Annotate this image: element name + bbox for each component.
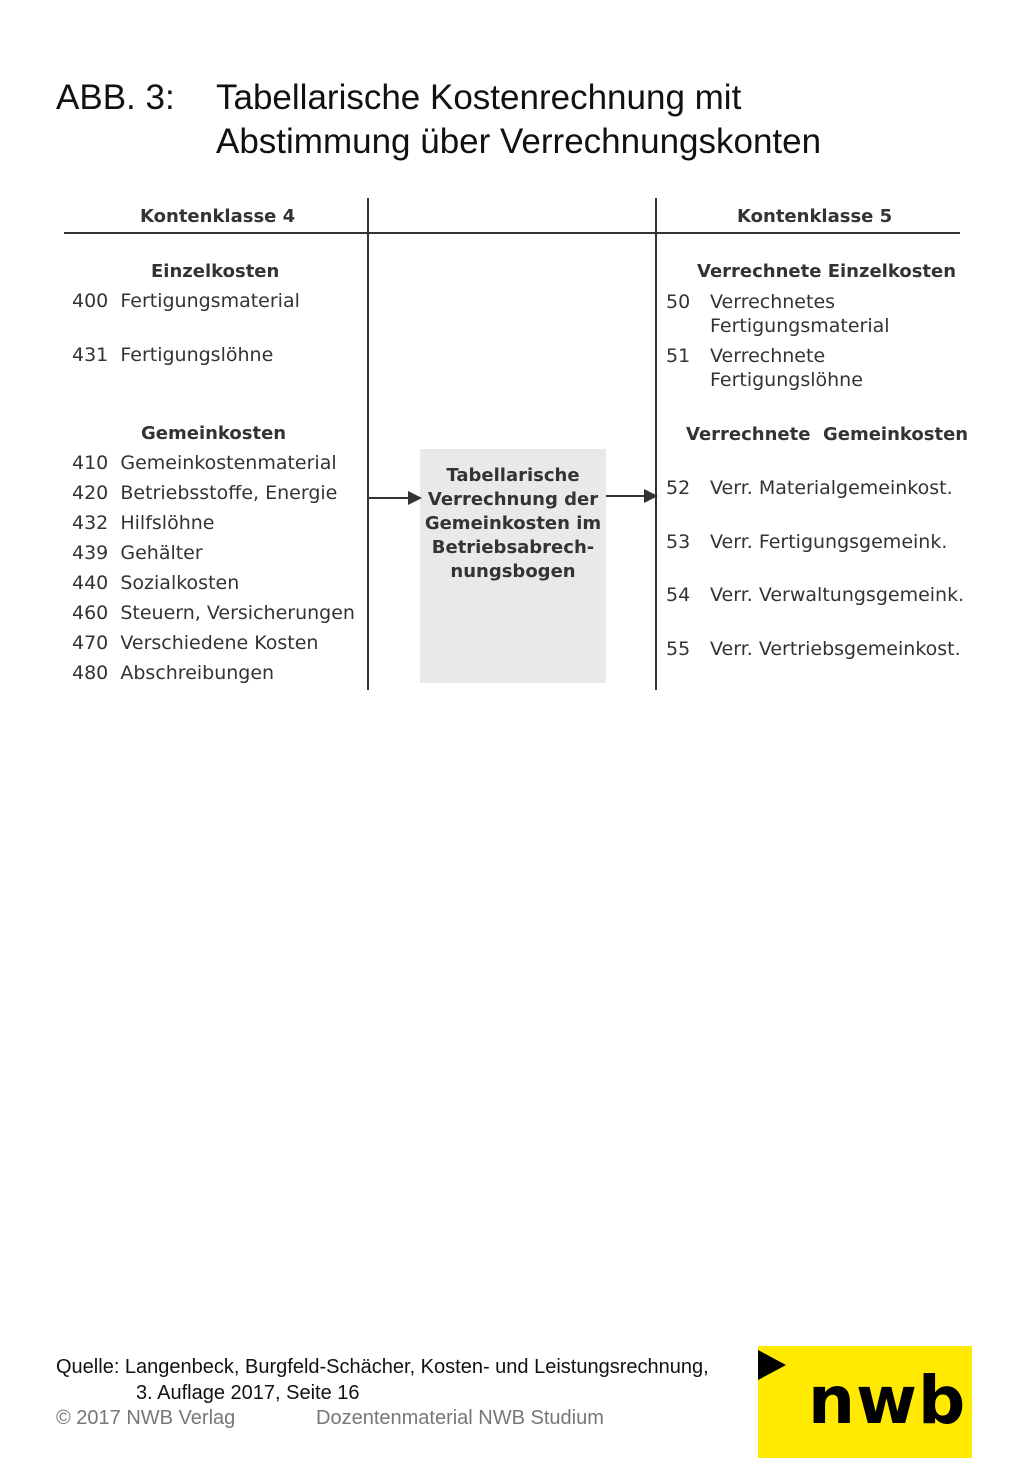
copyright: © 2017 NWB Verlag <box>56 1407 236 1429</box>
right-column-header: Kontenklasse 5 <box>737 206 893 227</box>
source-citation-line2: 3. Auflage 2017, Seite 16 <box>136 1382 360 1404</box>
figure-label: ABB. 3: <box>56 78 175 117</box>
list-item-label: Fertigungsmaterial <box>710 315 890 337</box>
list-item: 420 Betriebsstoffe, Energie <box>72 482 338 504</box>
list-item: 480 Abschreibungen <box>72 662 275 684</box>
list-item: 460 Steuern, Versicherungen <box>72 602 355 624</box>
list-item-number: 50 <box>666 291 691 313</box>
list-item-number: 51 <box>666 345 691 367</box>
list-item-number: 55 <box>666 638 691 660</box>
list-item: 400 Fertigungsmaterial <box>72 290 300 312</box>
column-divider-right <box>655 198 657 690</box>
list-item-label: Verrechnetes <box>710 291 836 313</box>
verrechnete-gemeinkosten-heading: Verrechnete Gemeinkosten <box>686 424 969 445</box>
list-item-number: 54 <box>666 584 691 606</box>
left-column-header: Kontenklasse 4 <box>140 206 296 227</box>
list-item-label: Fertigungslöhne <box>710 369 863 391</box>
list-item: 410 Gemeinkostenmaterial <box>72 452 337 474</box>
list-item-number: 53 <box>666 531 691 553</box>
column-divider-left <box>367 198 369 690</box>
header-divider <box>64 232 960 234</box>
list-item-label: Verr. Verwaltungsgemeink. <box>710 584 965 606</box>
figure-title-line1: Tabellarische Kostenrechnung mit <box>216 78 742 117</box>
einzelkosten-heading: Einzelkosten <box>151 261 280 282</box>
verrechnete-einzelkosten-heading: Verrechnete Einzelkosten <box>697 261 957 282</box>
list-item-label: Verr. Fertigungsgemeink. <box>710 531 948 553</box>
list-item-label: Verr. Vertriebsgemeinkost. <box>710 638 961 660</box>
play-arrow-icon[interactable] <box>756 1348 788 1382</box>
allocation-box-text: Tabellarische Verrechnung der Gemeinkosten im Betriebsabrech- nungsbogen <box>424 465 602 582</box>
arrow-right-icon <box>604 484 660 508</box>
material-note: Dozentenmaterial NWB Studium <box>316 1407 604 1429</box>
list-item: 440 Sozialkosten <box>72 572 240 594</box>
arrow-right-icon <box>366 486 424 510</box>
list-item: 431 Fertigungslöhne <box>72 344 274 366</box>
list-item-number: 52 <box>666 477 691 499</box>
figure-title-line2: Abstimmung über Verrechnungskonten <box>216 122 822 161</box>
list-item: 470 Verschiedene Kosten <box>72 632 319 654</box>
source-citation-line1: Quelle: Langenbeck, Burgfeld-Schächer, Kosten- und Leistungsrechnung, <box>56 1356 709 1378</box>
list-item: 432 Hilfslöhne <box>72 512 215 534</box>
list-item-label: Verrechnete <box>710 345 826 367</box>
list-item: 439 Gehälter <box>72 542 203 564</box>
nwb-logo-text: nwb <box>808 1362 967 1439</box>
gemeinkosten-heading: Gemeinkosten <box>141 423 287 444</box>
list-item-label: Verr. Materialgemeinkost. <box>710 477 953 499</box>
